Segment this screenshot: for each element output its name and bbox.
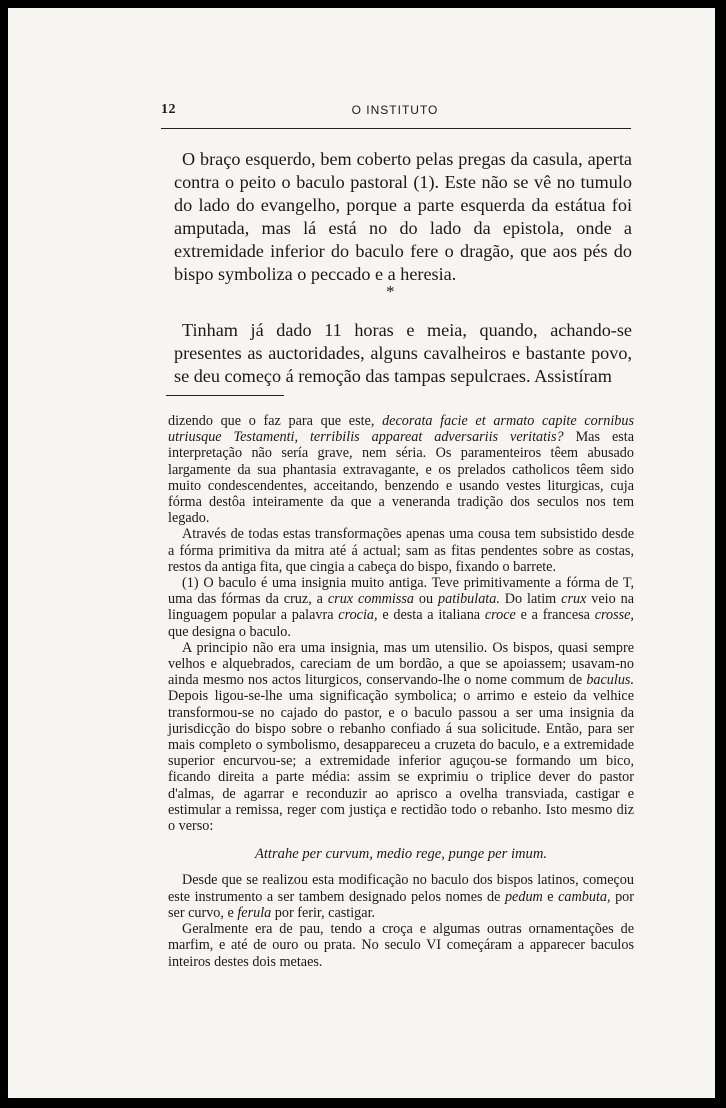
header-rule: [161, 128, 631, 129]
footnote-continuation: dizendo que o faz para que este, decorata facie et armato capite cornibus utriusque Testamenti, terribilis appareat adversariis veritatis? Mas esta interpretação não sería grave, nem séria. Os paramenteiros têem abusado largamente da sua phantasia extravagante, e os prelados catholicos têem sido muito condescendentes, acceitando, benzendo e usando vestes liturgicas, cuja fórma destôa inteiramente da que a veneranda tradição dos seculos nos tem legado.: [168, 413, 635, 527]
running-title: O INSTITUTO: [351, 103, 439, 117]
footnote-paragraph: Através de todas estas transformações apenas uma cousa tem subsistido desde a fórma primitiva da mitra até á actual; sam as fitas pendentes sobre as costas, restos da antiga fita, que cingia a cabeça do bispo, fixando o barrete.: [168, 526, 634, 575]
body-paragraph-1: O braço esquerdo, bem coberto pelas pregas da casula, aperta contra o peito o baculo pastoral (1). Este não se vê no tumulo do lado do evangelho, porque a parte esquerda da estátua foi amputada, mas lá está no do lado da epistola, onde a extremidade inferior do baculo fere o dragão, que aos pés do bispo symboliza o peccado e a heresia.: [174, 149, 632, 284]
latin-verse: Attrahe per curvum, medio rege, punge per imum.: [254, 846, 548, 863]
running-header: [159, 102, 631, 120]
footnote-paragraph: Geralmente era de pau, tendo a croça e algumas outras ornamentações de marfim, e até de ouro ou prata. No seculo VI começáram a apparecer baculos inteiros destes dois metaes.: [168, 921, 634, 970]
footnote-paragraph: Desde que se realizou esta modificação no baculo dos bispos latinos, começou este instrumento a ser tambem designado pelos nomes de pedum e cambuta, por ser curvo, e ferula por ferir, castigar.: [168, 872, 634, 921]
section-separator: *: [386, 282, 395, 301]
footnotes: [168, 413, 634, 970]
body-paragraph-2: Tinham já dado 11 horas e meia, quando, achando-se presentes as auctoridades, alguns cavalheiros e bastante povo, se deu começo á remoção das tampas sepulcraes. Assistíram: [174, 320, 632, 386]
footnote-1-start: (1) O baculo é uma insignia muito antiga. Teve primitivamente a fórma de T, uma das fórmas da cruz, a crux commissa ou patibulata. Do latim crux veio na linguagem popular a palavra crocia, e desta a italiana croce e a francesa crosse, que designa o baculo.: [168, 575, 635, 640]
footnote-rule: [166, 395, 284, 396]
page-number: 12: [161, 102, 176, 117]
footnote-paragraph: A principio não era uma insignia, mas um utensilio. Os bispos, quasi sempre velhos e alquebrados, careciam de um bordão, a que se apoiassem; usavam-no ainda mesmo nos actos liturgicos, conservando-lhe o nome commum de baculus. Depois ligou-se-lhe uma significação symbolica; o arrimo e esteio da velhice transformou-se no cajado do pastor, e o baculo passou a ser uma insignia da jurisdicção do bispo sobre o rebanho confiado á sua solicitude. Então, para ser mais completo o symbolismo, desappareceu a cruzeta do baculo, e a extremidade superior encurvou-se; a extremidade inferior aguçou-se formando um bico, ficando direita a parte média: assim se exprimiu o triplice dever do pastor d'almas, de agarrar e reconduzir ao aprisco a ovelha transviada, castigar e estimular a remissa, reger com justiça e rectidão todo o rebanho. Isto mesmo diz o verso:: [168, 639, 634, 835]
book-page: [8, 8, 715, 1098]
